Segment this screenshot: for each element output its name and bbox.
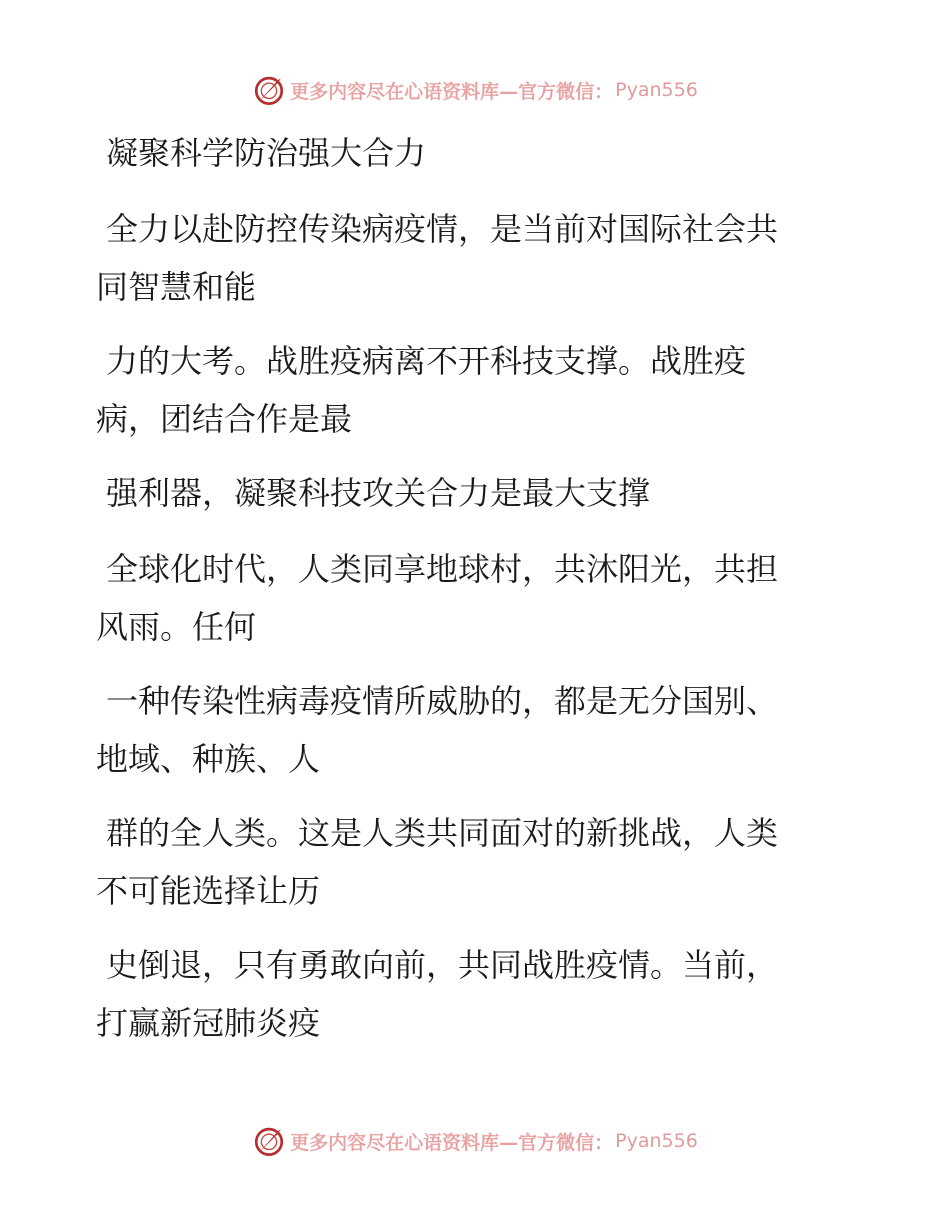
footer-brand-text: 更多内容尽在心语资料库—官方微信： xyxy=(290,1131,614,1154)
header-wechat-id: Pyan556 xyxy=(615,79,698,101)
quill-pen-circle-icon xyxy=(252,1124,286,1158)
paragraph-line: 力的大考。战胜疫病离不开科技支撑。战胜疫 xyxy=(106,342,747,380)
paragraph-line: 全球化时代，人类同享地球村，共沐阳光，共担 xyxy=(106,550,779,588)
paragraph-line: 群的全人类。这是人类共同面对的新挑战，人类 xyxy=(106,814,779,852)
paragraph-line-continued: 打赢新冠肺炎疫 xyxy=(96,1004,321,1042)
paragraph-5 xyxy=(96,540,856,656)
paragraph-line: 一种传染性病毒疫情所威胁的，都是无分国别、 xyxy=(106,682,779,720)
paragraph-line-continued: 病，团结合作是最 xyxy=(96,400,353,438)
paragraph-line-continued: 风雨。任何 xyxy=(96,608,257,646)
paragraph-6 xyxy=(96,672,856,788)
header-brand-text: 更多内容尽在心语资料库—官方微信： xyxy=(290,80,614,103)
paragraph-4 xyxy=(96,464,856,522)
paragraph-line: 全力以赴防控传染病疫情，是当前对国际社会共 xyxy=(106,210,779,248)
paragraph-line-continued: 不可能选择让历 xyxy=(96,872,321,910)
paragraph-7 xyxy=(96,804,856,920)
paragraph-2 xyxy=(96,200,856,316)
paragraph-line-continued: 同智慧和能 xyxy=(96,268,257,306)
paragraph-1 xyxy=(96,124,856,182)
paragraph-8 xyxy=(96,936,856,1052)
header-brand xyxy=(0,70,950,110)
footer-wechat-id: Pyan556 xyxy=(615,1130,698,1152)
paragraph-line: 凝聚科学防治强大合力 xyxy=(106,134,427,172)
paragraph-line: 强利器，凝聚科技攻关合力是最大支撑 xyxy=(106,474,651,512)
paragraph-line-continued: 地域、种族、人 xyxy=(96,740,321,778)
quill-pen-circle-icon xyxy=(252,73,286,107)
paragraph-line: 史倒退，只有勇敢向前，共同战胜疫情。当前， xyxy=(106,946,779,984)
document-body xyxy=(96,124,856,1068)
footer-brand xyxy=(0,1121,950,1161)
paragraph-3 xyxy=(96,332,856,448)
